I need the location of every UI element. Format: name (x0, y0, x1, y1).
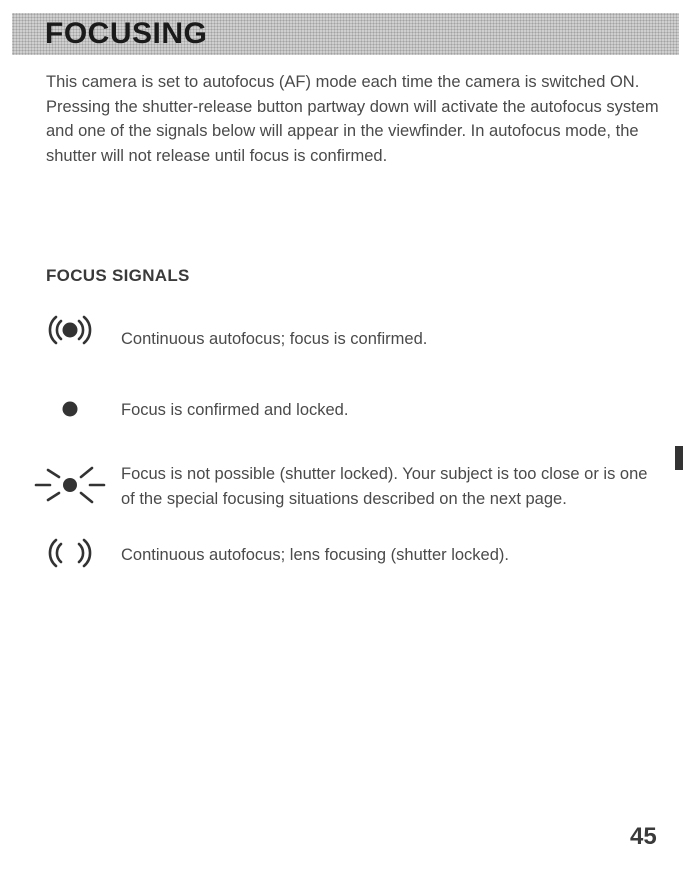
lens-focusing-icon (44, 532, 104, 582)
signal-text-lens-focusing: Continuous autofocus; lens focusing (shutter locked). (121, 546, 509, 564)
continuous-af-confirmed-icon (44, 309, 104, 359)
thumb-index-tab (675, 446, 683, 470)
signal-text-focus-not-possible: Focus is not possible (shutter locked). Your subject is too close or is one of the special focusing situations described on the next page. (121, 465, 648, 508)
signal-text-af-confirmed: Continuous autofocus; focus is confirmed. (121, 330, 428, 348)
focus-locked-dot-icon (44, 389, 104, 439)
title-band (12, 13, 679, 55)
focus-not-possible-icon (26, 458, 86, 508)
page-title: FOCUSING (45, 17, 208, 50)
signal-text-focus-locked: Focus is confirmed and locked. (121, 401, 349, 419)
intro-paragraph: This camera is set to autofocus (AF) mode each time the camera is switched ON. Pressing the shutter-release button partway down will activate the autofocus system and one of the signals below will appear in the viewfinder. In autofocus mode, the shutter will not release until focus is confirmed. (46, 73, 659, 165)
focus-signals-heading: FOCUS SIGNALS (46, 266, 190, 285)
page-number: 45 (630, 823, 657, 850)
